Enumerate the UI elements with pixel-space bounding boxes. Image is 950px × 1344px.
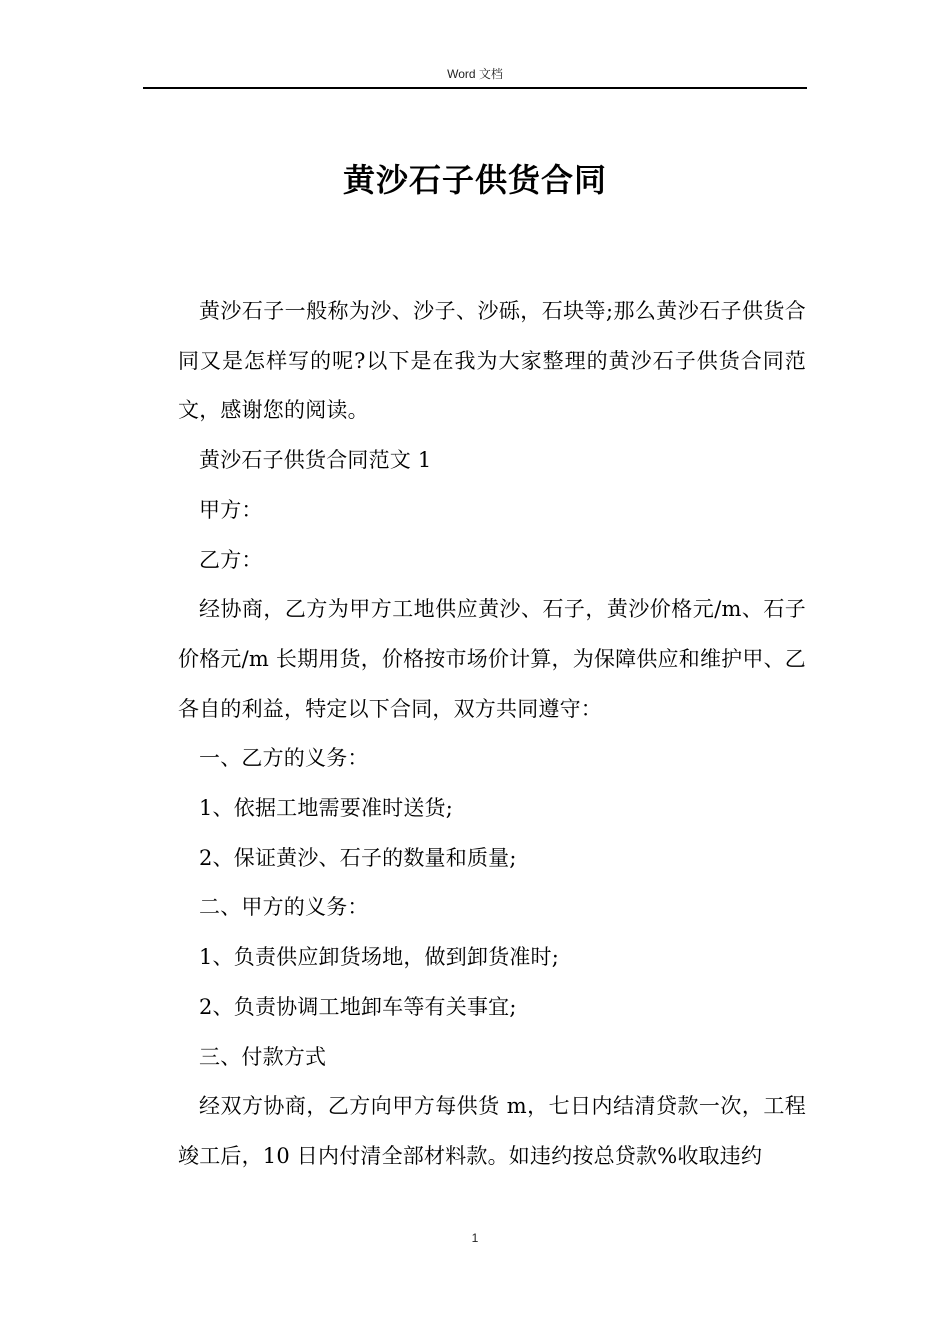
party-a-line: 甲方： [199, 497, 263, 522]
payment-paragraph: 经双方协商，乙方向甲方每供货 m，七日内结清贷款一次，工程竣工后，10 日内付清全部材料款。如违约按总贷款%收取违约 [178, 1094, 806, 1168]
clause-heading-payment-method: 三、付款方式 [199, 1044, 327, 1069]
document-body [178, 287, 806, 1182]
clause-item: 2、保证黄沙、石子的数量和质量; [199, 845, 517, 870]
clause-heading-party-a-obligations: 二、甲方的义务： [199, 895, 369, 920]
clause-item: 2、负责协调工地卸车等有关事宜; [199, 994, 517, 1019]
intro-paragraph: 黄沙石子一般称为沙、沙子、沙砾，石块等;那么黄沙石子供货合同又是怎样写的呢?以下是在我为大家整理的黄沙石子供货合同范文，感谢您的阅读。 [178, 299, 806, 423]
party-b-line: 乙方： [199, 547, 263, 572]
document-title: 黄沙石子供货合同 [342, 161, 607, 199]
clause-item: 1、依据工地需要准时送货; [199, 796, 454, 821]
section-heading-sample-1: 黄沙石子供货合同范文 1 [199, 448, 432, 473]
page-number: 1 [471, 1231, 479, 1245]
clause-heading-party-b-obligations: 一、乙方的义务： [199, 746, 369, 771]
header-divider [143, 87, 807, 89]
agreement-paragraph: 经协商，乙方为甲方工地供应黄沙、石子，黄沙价格元/m、石子价格元/m 长期用货，价格按市场价计算，为保障供应和维护甲、乙各自的利益，特定以下合同，双方共同遵守： [178, 597, 806, 721]
page-header: Word 文档 [447, 67, 503, 81]
clause-item: 1、负责供应卸货场地，做到卸货准时; [199, 945, 560, 970]
